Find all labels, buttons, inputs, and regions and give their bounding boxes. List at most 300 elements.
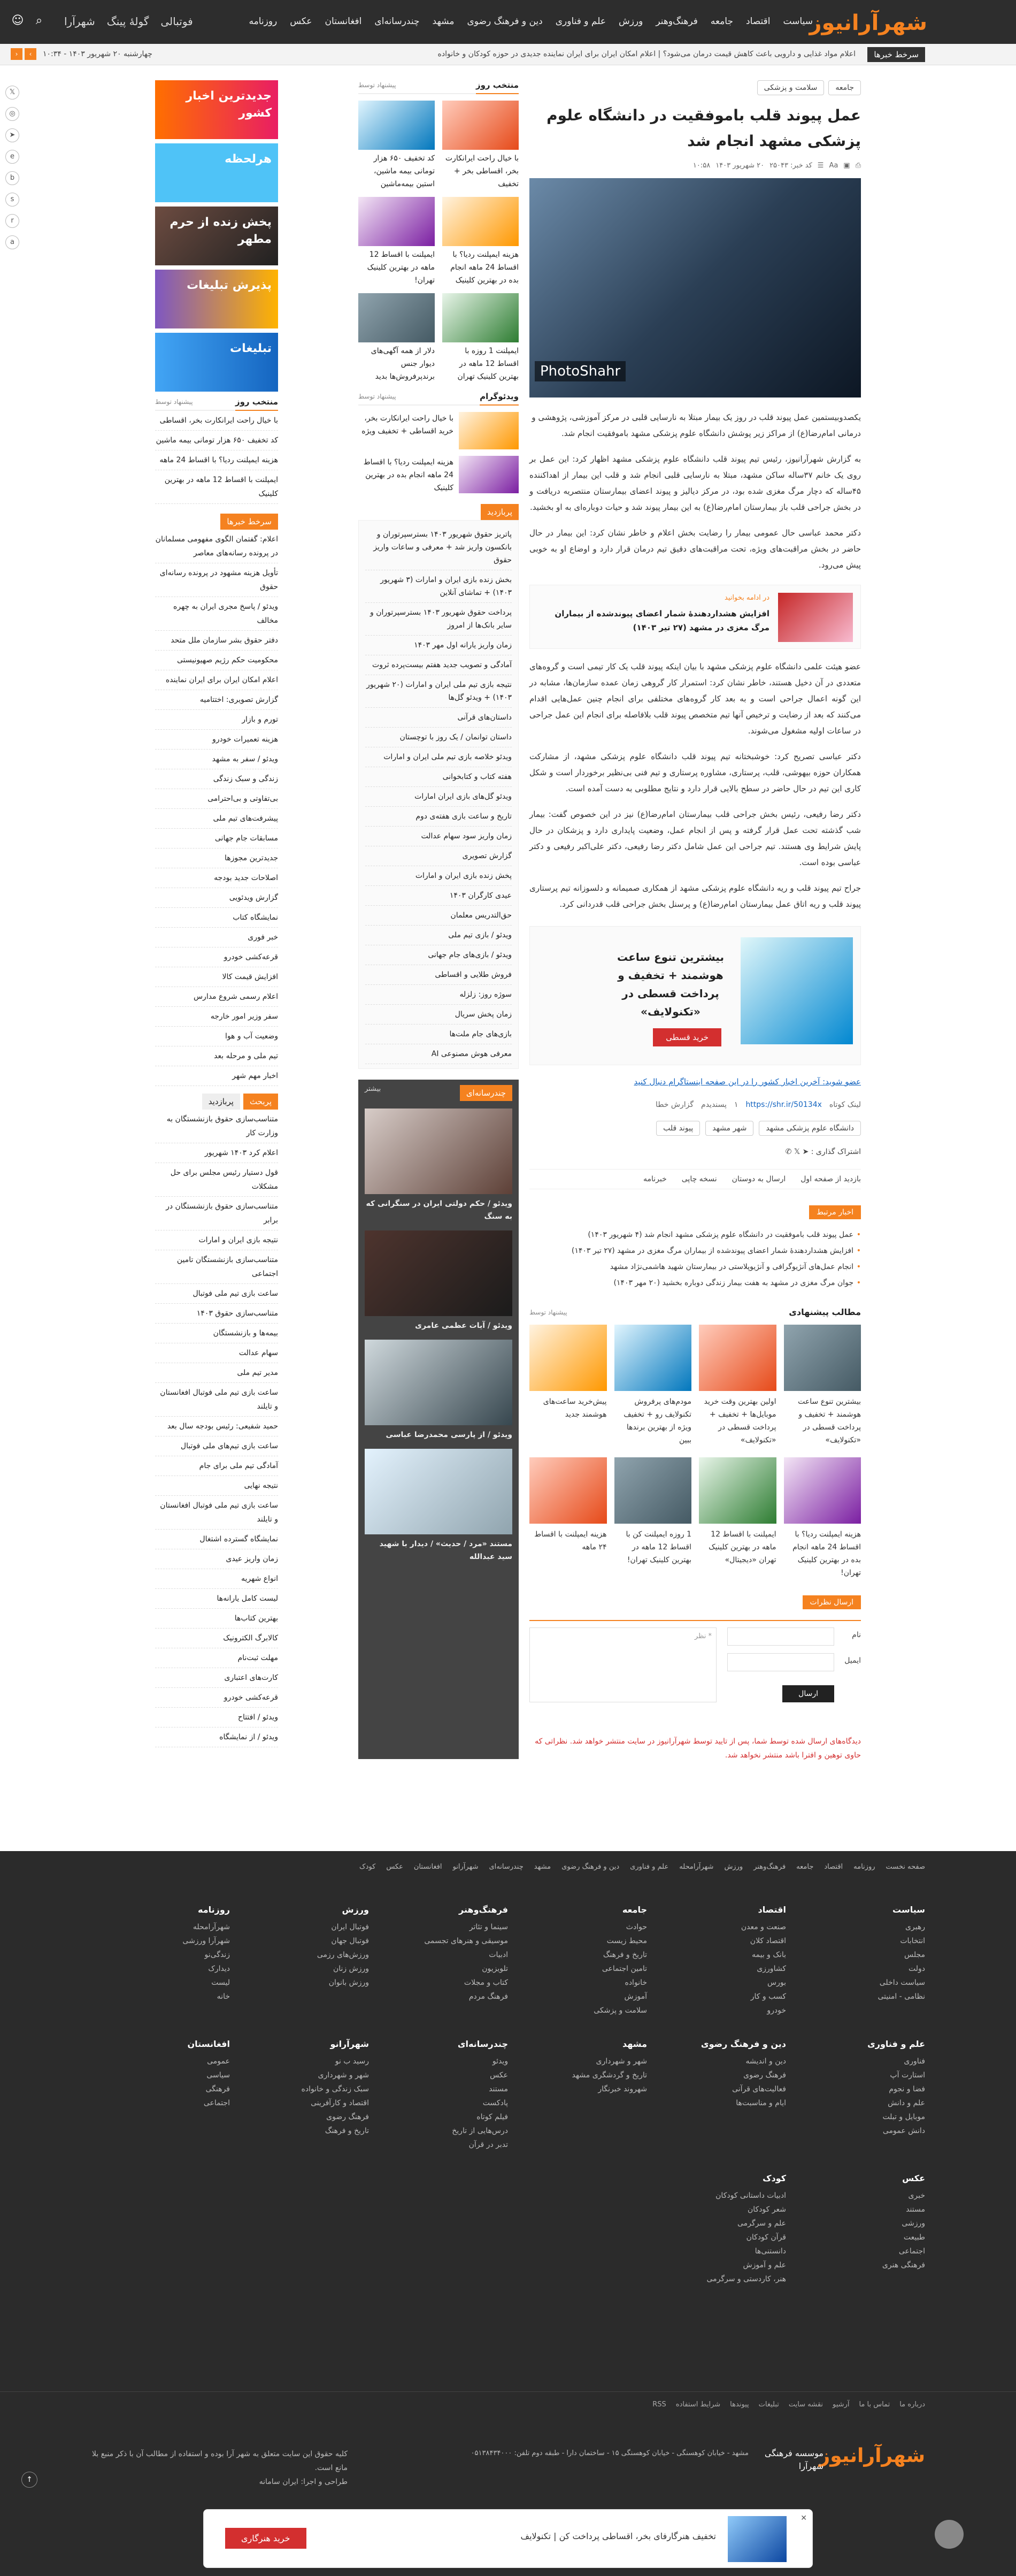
tab-list-item[interactable]: ساعت بازی تیم ملی فوتبال افغانستان و تایلند [155, 1383, 278, 1417]
related-news-item[interactable]: • عمل پیوند قلب باموفقیت در دانشگاه علوم پزشکی مشهد انجام شد (۴ شهریور ۱۴۰۳) [529, 1227, 861, 1243]
tab-list-item[interactable]: نتیجه بازی ایران و امارات [155, 1230, 278, 1250]
footer-col-item[interactable]: تاریخ و فرهنگ [325, 2127, 369, 2135]
footer-nav-item[interactable]: فرهنگ‌وهنر [753, 1863, 786, 1871]
headline-item[interactable]: ویدئو / پاسخ مجری ایران به چهره مخالف [155, 597, 278, 631]
footer-col-item[interactable]: حوادث [626, 1923, 647, 1931]
chat-icon[interactable] [935, 2520, 964, 2549]
footer-nav-item[interactable]: دین و فرهنگ رضوی [561, 1863, 620, 1871]
ticker-next-icon[interactable]: › [25, 48, 36, 60]
latest-item[interactable]: آمادگی و تصویب جدید هفتم بیست‌پرده ثروت [365, 655, 512, 675]
suggest-card[interactable] [614, 1457, 692, 1579]
footer-col-title[interactable]: روزنامه [198, 1905, 230, 1915]
footer-col-item[interactable]: فوتبال ایران [331, 1923, 369, 1931]
inline-ad[interactable] [529, 926, 861, 1065]
latest-item[interactable]: پاتریز حقوق شهریور ۱۴۰۳ بسترسپرتوران و بانکسون واریز شد + معرفی و ساعات واریز حقوق [365, 525, 512, 570]
footer-col-item[interactable]: تدبر در قرآن [468, 2141, 508, 2149]
footer-col-title[interactable]: دین و فرهنگ رضوی [701, 2039, 786, 2049]
footer-col-item[interactable]: سلامت و پزشکی [594, 2006, 647, 2015]
footer-col-item[interactable]: اجتماعی [898, 2247, 925, 2256]
ad-buy-button[interactable]: خرید قسطی [653, 1028, 721, 1046]
sister-site[interactable]: شهرآرا [64, 15, 95, 28]
footer-nav-item[interactable]: مشهد [534, 1863, 551, 1871]
footer-nav-item[interactable]: صفحه نخست [886, 1863, 925, 1871]
suggest-card[interactable] [614, 1325, 692, 1447]
nav-item[interactable]: سیاست [783, 16, 813, 27]
nav-item[interactable]: اقتصاد [746, 16, 771, 27]
headline-item[interactable]: مسابقات جام جهانی [155, 829, 278, 849]
footer-col-item[interactable]: سیاسی [206, 2071, 230, 2080]
nav-item[interactable]: افغانستان [325, 16, 362, 27]
left-banner[interactable] [155, 143, 278, 202]
headline-item[interactable]: سفر وزیر امور خارجه [155, 1007, 278, 1027]
headline-item[interactable]: تیم ملی و مرحله بعد [155, 1046, 278, 1066]
latest-item[interactable]: ویدئو خلاصه بازی تیم ملی ایران و امارات [365, 747, 512, 767]
latest-item[interactable]: بخش زنده بازی ایران و امارات (۳ شهریور ۱۴۰۳) + تماشای آنلاین [365, 570, 512, 603]
media-item[interactable] [358, 412, 519, 449]
nav-item[interactable]: جامعه [710, 16, 734, 27]
headline-item[interactable]: قرعه‌کشی خودرو [155, 947, 278, 967]
footer-col-item[interactable]: خانه [217, 1992, 230, 2001]
name-input[interactable] [727, 1627, 834, 1646]
footer-col-title[interactable]: مشهد [622, 2039, 647, 2049]
mid-pick-card[interactable] [358, 293, 435, 383]
tab-list-item[interactable]: ویدئو / از نمایشگاه [155, 1727, 278, 1747]
footer-col-item[interactable]: بانک و بیمه [752, 1951, 786, 1959]
tab-list-item[interactable]: ویدئو / افتتاح [155, 1708, 278, 1727]
tab-list-item[interactable]: ساعت بازی تیم ملی فوتبال [155, 1284, 278, 1304]
footer-col-item[interactable]: ورزش بانوان [328, 1978, 369, 1987]
article-tag[interactable]: سلامت و پزشکی [757, 80, 825, 95]
footer-link[interactable]: شرایط استفاده [675, 2401, 721, 2409]
suggest-card[interactable] [529, 1325, 607, 1447]
footer-col-item[interactable]: سبک زندگی و خانواده [301, 2085, 369, 2093]
latest-item[interactable]: ویدئو گل‌های بازی ایران امارات [365, 787, 512, 807]
headline-item[interactable]: زندگی و سبک زندگی [155, 769, 278, 789]
scroll-top-icon[interactable]: ↑ [21, 2472, 37, 2488]
eitaa-icon[interactable]: e [5, 150, 19, 164]
multimedia-card[interactable] [365, 1230, 512, 1332]
footer-link[interactable]: درباره ما [899, 2401, 925, 2409]
suggest-card[interactable] [699, 1457, 776, 1579]
footer-col-item[interactable]: مجلس [904, 1951, 925, 1959]
inline-related[interactable] [529, 585, 861, 649]
latest-item[interactable]: سوژه روز: زلزله [365, 985, 512, 1005]
tab-list-item[interactable]: نمایشگاه گسترده اشتغال [155, 1530, 278, 1549]
mid-pick-card[interactable] [442, 293, 519, 383]
headline-item[interactable]: اعلام: گفتمان الگوی مفهومی مسلمانان در پرونده رسانه‌های معاصر [155, 530, 278, 563]
print-icon[interactable]: ⎙ [855, 162, 861, 170]
latest-item[interactable]: داستان توانمان / یک روز با توچستان [365, 728, 512, 747]
footer-logo[interactable]: شهرآرانیوز [819, 2445, 925, 2467]
footer-col-item[interactable]: فرهنگ رضوی [743, 2071, 786, 2080]
like-button[interactable]: پسندیدم [701, 1100, 727, 1109]
suggest-card[interactable] [784, 1457, 861, 1579]
footer-col-item[interactable]: هنر، کاردستی و سرگرمی [706, 2275, 786, 2283]
left-banner[interactable] [155, 333, 278, 392]
ticker-text[interactable]: اعلام مواد غذایی و دارویی باعث کاهش قیمت درمان می‌شود؟ | اعلام امکان ایران برای ایران نماینده جدیدی در حوزه کودکان و خانواده [437, 50, 856, 58]
x-share-icon[interactable]: 𝕏 [791, 1148, 801, 1156]
footer-col-title[interactable]: عکس [902, 2173, 925, 2183]
tab-list-item[interactable]: آمادگی تیم ملی برای جام [155, 1456, 278, 1476]
tab-list-item[interactable]: قول دستیار رئیس مجلس برای حل مشکلات [155, 1163, 278, 1197]
footer-link[interactable]: RSS [652, 2401, 666, 2409]
footer-col-item[interactable]: شهر و شهرداری [596, 2057, 647, 2066]
footer-nav-item[interactable]: چندرسانه‌ای [489, 1863, 524, 1871]
footer-col-title[interactable]: کودک [763, 2173, 786, 2183]
footer-col-item[interactable]: علم و سرگرمی [737, 2219, 786, 2228]
tab-list-item[interactable]: قرعه‌کشی خودرو [155, 1688, 278, 1708]
footer-col-item[interactable]: کسب و کار [750, 1992, 786, 2001]
send-button[interactable]: ارسال [782, 1685, 834, 1702]
footer-col-item[interactable]: فرهنگی هنری [882, 2261, 925, 2269]
x-icon[interactable]: 𝕏 [5, 86, 19, 100]
article-action[interactable]: نسخه چاپی [681, 1175, 717, 1183]
footer-nav-item[interactable]: عکس [386, 1863, 403, 1871]
article-action[interactable]: بازدید از صفحه اول [801, 1175, 861, 1183]
left-pick-item[interactable]: ایمپلنت با اقساط 12 ماهه در بهترین کلینیک [155, 470, 278, 504]
headline-item[interactable]: پیشرفت‌های تیم ملی [155, 809, 278, 829]
left-pick-item[interactable]: هزینه ایمپلنت ردیا؟ با اقساط 24 ماهه [155, 450, 278, 470]
footer-col-item[interactable]: رهبری [905, 1923, 925, 1931]
multimedia-card[interactable] [365, 1449, 512, 1563]
latest-item[interactable]: عیدی کارگران ۱۴۰۳ [365, 886, 512, 906]
headline-item[interactable]: تأویل هزینه مشهود در پرونده رسانه‌ای حقوق [155, 563, 278, 597]
footer-col-title[interactable]: فرهنگ‌وهنر [459, 1905, 508, 1915]
footer-link[interactable]: نقشه سایت [788, 2401, 823, 2409]
footer-col [369, 1905, 508, 2017]
footer-col-title[interactable]: افغانستان [187, 2039, 230, 2049]
footer-col-item[interactable]: سیاست داخلی [879, 1978, 925, 1987]
footer-nav-item[interactable]: جامعه [796, 1863, 814, 1871]
suggest-card[interactable] [784, 1325, 861, 1447]
sticky-ad-button[interactable]: خرید هنرگاری [225, 2528, 306, 2549]
nav-item[interactable]: مشهد [432, 16, 455, 27]
footer-col-item[interactable]: اقتصاد کلان [750, 1937, 786, 1945]
footer-col-item[interactable]: موبایل و تبلت [882, 2113, 925, 2121]
footer-col-item[interactable]: شعر کودکان [747, 2205, 786, 2214]
footer-col-item[interactable]: تاریخ و فرهنگ [603, 1951, 647, 1959]
nav-item[interactable]: روزنامه [249, 16, 278, 27]
tab-list-item[interactable]: اعلام کرد ۱۴۰۳ شهریور [155, 1143, 278, 1163]
tab-list-item[interactable]: سهام عدالت [155, 1343, 278, 1363]
nav-item[interactable]: علم و فناوری [555, 16, 606, 27]
headline-item[interactable]: افزایش قیمت کالا [155, 967, 278, 987]
close-icon[interactable]: ✕ [801, 2514, 807, 2523]
tab-most-discussed[interactable]: پربحث [243, 1094, 278, 1110]
footer-col-item[interactable]: فضا و نجوم [889, 2085, 925, 2093]
footer-col-item[interactable]: سینما و تئاتر [469, 1923, 508, 1931]
instagram-icon[interactable]: ◎ [5, 107, 19, 121]
shortlink-value[interactable]: https://shr.ir/50134x [745, 1100, 822, 1109]
nav-item[interactable]: ورزش [618, 16, 643, 27]
headline-item[interactable]: تورم و بازار [155, 710, 278, 730]
multimedia-box [358, 1080, 519, 1759]
related-news-item[interactable]: • جوان مرگ مغزی در مشهد به هفت بیمار زندگی دوباره بخشید (۲۰ مهر ۱۴۰۳) [529, 1275, 861, 1291]
related-news-item[interactable]: • انجام عمل‌های آنژیوگرافی و آنژیوپلاستی در بیمارستان شهید هاشمی‌نژاد مشهد [529, 1259, 861, 1275]
nav-item[interactable]: چندرسانه‌ای [374, 16, 420, 27]
multimedia-card[interactable] [365, 1340, 512, 1441]
mid-pick-card[interactable] [358, 101, 435, 190]
footer-col-item[interactable]: زندگی‌نو [204, 1951, 230, 1959]
mid-pick-card[interactable] [442, 197, 519, 287]
tab-list-item[interactable]: ساعت بازی تیم ملی فوتبال افغانستان و تایلند [155, 1496, 278, 1530]
nav-item[interactable]: عکس [290, 16, 312, 27]
headline-item[interactable]: گزارش ویدئویی [155, 888, 278, 908]
footer-nav-item[interactable]: شهرآرانو [452, 1863, 479, 1871]
footer-col-item[interactable]: نظامی - امنیتی [878, 1992, 925, 2001]
footer-col-item[interactable]: قرآن کودکان [746, 2233, 786, 2242]
headline-item[interactable]: اصلاحات جدید بودجه [155, 868, 278, 888]
left-pick-item[interactable]: کد تخفیف ۶۵۰ هزار تومانی بیمه ماشین [155, 431, 278, 450]
tab-list-item[interactable]: بیمه‌ها و بازنشستگان [155, 1324, 278, 1343]
soroush-icon[interactable]: s [5, 193, 19, 207]
footer-col-item[interactable]: رسید ب نو [335, 2057, 369, 2066]
text-size-icon[interactable]: Aa [829, 162, 838, 170]
tab-list-item[interactable]: مدیر تیم ملی [155, 1363, 278, 1383]
media-item[interactable] [358, 456, 519, 494]
footer-col-item[interactable]: تلویزیون [482, 1965, 508, 1973]
suggest-caption: پیش‌خرید ساعت‌های هوشمند جدید [543, 1397, 607, 1419]
tab-list-item[interactable]: مهلت ثبت‌نام [155, 1648, 278, 1668]
footer-col-item[interactable]: شهرآرامحله [193, 1923, 230, 1931]
article-action[interactable]: ارسال به دوستان [732, 1175, 786, 1183]
tab-list-item[interactable]: زمان واریز عیدی [155, 1549, 278, 1569]
footer-col-item[interactable]: شهرآرا ورزشی [182, 1937, 230, 1945]
footer-col-item[interactable]: خودرو [767, 2006, 786, 2015]
headline-item[interactable]: جدیدترین مجوزها [155, 849, 278, 868]
footer-col-item[interactable]: خبری [908, 2191, 925, 2200]
footer-col-item[interactable]: دین و اندیشه [745, 2057, 786, 2066]
footer-col-item[interactable]: تاریخ و گردشگری مشهد [572, 2071, 647, 2080]
footer-col-title[interactable]: چندرسانه‌ای [457, 2039, 508, 2049]
nav-item[interactable]: دین و فرهنگ رضوی [467, 16, 543, 27]
bale-icon[interactable]: b [5, 171, 19, 185]
tab-list-item[interactable]: بهترین کتاب‌ها [155, 1609, 278, 1629]
footer-col-item[interactable]: ادبیات [489, 1951, 508, 1959]
headline-item[interactable]: محکومیت حکم رژیم صهیونیستی [155, 651, 278, 670]
footer-nav-item[interactable]: علم و فناوری [630, 1863, 669, 1871]
latest-item[interactable]: داستان‌های قرآنی [365, 708, 512, 728]
footer-col-title[interactable]: اقتصاد [758, 1905, 786, 1915]
footer-col-item[interactable]: کشاورزی [757, 1965, 786, 1973]
bottom-tag[interactable]: شهر مشهد [705, 1121, 753, 1136]
footer-col-item[interactable]: انتخابات [900, 1937, 925, 1945]
latest-item[interactable]: معرفی هوش مصنوعی AI [365, 1044, 512, 1064]
footer-col-item[interactable]: ورزش زنان [333, 1965, 369, 1973]
footer-col-item[interactable]: صنعت و معدن [741, 1923, 786, 1931]
search-icon[interactable]: ⌕ [35, 14, 43, 27]
footer-col-item[interactable]: موسیقی و هنرهای تجسمی [424, 1937, 508, 1945]
left-banner[interactable] [155, 270, 278, 328]
footer-col-item[interactable]: ورزشی [902, 2219, 925, 2228]
headline-item[interactable]: خبر فوری [155, 928, 278, 947]
footer-col-item[interactable]: آموزش [624, 1992, 647, 2001]
site-logo[interactable]: شهرآرانیوز [809, 11, 927, 35]
headline-item[interactable]: اعلام رسمی شروع مدارس [155, 987, 278, 1007]
footer-col-item[interactable]: ایام و مناسبت‌ها [736, 2099, 786, 2107]
footer-col-item[interactable]: دانستنی‌ها [755, 2247, 786, 2256]
bottom-tag[interactable]: دانشگاه علوم پزشکی مشهد [759, 1121, 861, 1136]
aparat-icon[interactable]: a [5, 235, 19, 249]
footer-col-title[interactable]: شهرآرانو [330, 2039, 369, 2049]
footer-link[interactable]: پیوندها [730, 2401, 749, 2409]
bookmark-icon[interactable]: ▣ [843, 162, 850, 170]
footer-link[interactable]: آرشیو [833, 2401, 850, 2409]
footer-col-item[interactable]: عکس [490, 2071, 508, 2080]
tab-list-item[interactable]: انواع شهریه [155, 1569, 278, 1589]
telegram-icon[interactable]: ➤ [5, 128, 19, 142]
headline-item[interactable]: گزارش تصویری: اختتامیه [155, 690, 278, 710]
latest-item[interactable]: ویدئو / بازی‌های جام جهانی [365, 945, 512, 965]
footer-col-item[interactable]: فوتبال جهان [331, 1937, 369, 1945]
bottom-tag[interactable]: پیوند قلب [656, 1121, 700, 1136]
footer-col-item[interactable]: شهر و شهرداری [318, 2071, 369, 2080]
article-tag[interactable]: جامعه [828, 80, 861, 95]
footer-col-title[interactable]: علم و فناوری [867, 2039, 925, 2049]
latest-item[interactable]: هفته کتاب و کتابخوانی [365, 767, 512, 787]
comment-textarea[interactable]: * نظر [529, 1627, 717, 1702]
tab-list-item[interactable]: حمید شفیعی: رئیس بودجه سال بعد [155, 1417, 278, 1436]
nav-item[interactable]: فرهنگ‌وهنر [656, 16, 698, 27]
footer-col-item[interactable]: طبیعت [903, 2233, 925, 2242]
footer-col-item[interactable]: پادکست [482, 2099, 508, 2107]
footer-col-item[interactable]: فرهنگ مردم [468, 1992, 508, 2001]
footer-col-item[interactable]: درس‌هایی از تاریخ [452, 2127, 508, 2135]
footer-col-item[interactable]: فناوری [904, 2057, 925, 2066]
headline-item[interactable]: دفتر حقوق بشر سازمان ملل متحد [155, 631, 278, 651]
footer-col [647, 2173, 786, 2286]
footer-col-title[interactable]: جامعه [622, 1905, 647, 1915]
footer-col-item[interactable]: مستند [489, 2085, 508, 2093]
footer-col-item[interactable]: شهروند خبرنگار [598, 2085, 647, 2093]
footer-nav-item[interactable]: ورزش [724, 1863, 743, 1871]
sticky-ad[interactable] [203, 2509, 813, 2568]
article-body-2 [529, 659, 861, 912]
footer-col-item[interactable]: لیست [211, 1978, 230, 1987]
footer-col-title[interactable]: سیاست [892, 1905, 925, 1915]
headline-item[interactable]: اعلام امکان ایران برای ایران نماینده [155, 670, 278, 690]
left-banner[interactable] [155, 207, 278, 265]
ticker-prev-icon[interactable]: ‹ [11, 48, 22, 60]
footer-col-item[interactable]: اجتماعی [203, 2099, 230, 2107]
tab-list-item[interactable]: لیست کامل یارانه‌ها [155, 1589, 278, 1609]
footer-col-item[interactable]: بورس [767, 1978, 786, 1987]
rubika-icon[interactable]: r [5, 214, 19, 228]
suggest-card[interactable] [529, 1457, 607, 1579]
latest-item[interactable]: زمان واریز یارانه اول مهر ۱۴۰۳ [365, 636, 512, 655]
tab-list-item[interactable]: متناسب‌سازی حقوق بازنشستگان به وزارت کار [155, 1110, 278, 1143]
latest-item[interactable]: فروش طلایی و اقساطی [365, 965, 512, 985]
footer-col-item[interactable]: خانواده [625, 1978, 647, 1987]
footer-col-item[interactable]: فرهنگ رضوی [326, 2113, 369, 2121]
tab-list-item[interactable]: نتیجه نهایی [155, 1476, 278, 1496]
tab-most-viewed[interactable]: پربازدید [202, 1094, 240, 1110]
email-input[interactable] [727, 1653, 834, 1671]
mid-pick-card[interactable] [358, 197, 435, 287]
footer-col-item[interactable]: اقتصاد و کارآفرینی [311, 2099, 369, 2107]
footer-link[interactable]: تبلیغات [758, 2401, 779, 2409]
subscribe-link[interactable]: عضو شوید: آخرین اخبار کشور را در این صفحه اینستاگرام دنبال کنید [634, 1077, 861, 1087]
footer-col-item[interactable]: فرهنگی [205, 2085, 230, 2093]
footer-nav-item[interactable]: روزنامه [853, 1863, 875, 1871]
footer-nav-item[interactable]: شهرآرامحله [679, 1863, 714, 1871]
tab-list-item[interactable]: ساعت بازی تیم‌های ملی فوتبال [155, 1436, 278, 1456]
footer-col-item[interactable]: کتاب و مجلات [464, 1978, 508, 1987]
footer-col-item[interactable]: ویدئو [492, 2057, 508, 2066]
latest-item[interactable]: زمان واریز سود سهام عدالت [365, 827, 512, 846]
multimedia-more[interactable]: بیشتر [365, 1085, 381, 1093]
list-icon[interactable]: ☰ [817, 162, 824, 170]
tab-list-item[interactable]: متناسب‌سازی بازنشستگان تامین اجتماعی [155, 1250, 278, 1284]
tab-list-item[interactable]: کالابرگ الکترونیک [155, 1629, 278, 1648]
related-title[interactable]: افزایش هشدار‌دهندهٔ شمار اعضای پیوندشده از بیماران مرگ مغزی در مشهد (۲۷ تیر ۱۴۰۳) [555, 609, 769, 632]
telegram-share-icon[interactable]: ➤ [800, 1148, 809, 1156]
footer-col-item[interactable]: عمومی [207, 2057, 230, 2066]
footer-col-item[interactable]: علم و دانش [888, 2099, 925, 2107]
latest-item[interactable]: حق‌التدریس معلمان [365, 906, 512, 926]
report-error[interactable]: گزارش خطا [656, 1100, 694, 1109]
tab-list-item[interactable]: متناسب‌سازی حقوق ۱۴۰۳ [155, 1304, 278, 1324]
footer-col-item[interactable]: دانش عمومی [882, 2127, 925, 2135]
multimedia-card[interactable] [365, 1109, 512, 1223]
latest-item[interactable]: پخش زنده بازی ایران و امارات [365, 866, 512, 886]
footer-col-item[interactable]: دولت [908, 1965, 925, 1973]
headline-item[interactable]: اخبار مهم شهر [155, 1066, 278, 1086]
headline-item[interactable]: نمایشگاه کتاب [155, 908, 278, 928]
footer-col-item[interactable]: فعالیت‌های قرآنی [732, 2085, 786, 2093]
tab-list-item[interactable]: کارت‌های اعتباری [155, 1668, 278, 1688]
footer-col-item[interactable]: علم و آموزش [743, 2261, 786, 2269]
footer-col-item[interactable]: مستند [906, 2205, 925, 2214]
latest-item[interactable]: نتیجه بازی تیم ملی ایران و امارات (۲۰ شهریور ۱۴۰۳) + ویدئو گل‌ها [365, 675, 512, 708]
footer-col-item[interactable]: ادبیات داستانی کودکان [715, 2191, 786, 2200]
suggest-card[interactable] [699, 1325, 776, 1447]
credit-text[interactable]: طراحی و اجرا: ایران سامانه [259, 2478, 348, 2486]
headline-item[interactable]: ویدئو / سفر به مشهد [155, 750, 278, 769]
footer-col-item[interactable]: تامین اجتماعی [602, 1965, 647, 1973]
headline-item[interactable]: وضعیت آب و هوا [155, 1027, 278, 1046]
article-action[interactable]: خبرنامه [643, 1175, 667, 1183]
latest-item[interactable]: تاریخ و ساعت بازی هفته‌ی دوم [365, 807, 512, 827]
headline-item[interactable]: بی‌تفاوتی و بی‌احترامی [155, 789, 278, 809]
footer-nav-item[interactable]: کودک [359, 1863, 376, 1871]
whatsapp-share-icon[interactable]: ✆ [785, 1148, 792, 1156]
tab-list-item[interactable]: متناسب‌سازی حقوق بازنشستگان در برابر [155, 1197, 278, 1230]
latest-item[interactable]: ویدئو / بازی تیم ملی [365, 926, 512, 945]
related-news-item[interactable]: • افزایش هشدار‌دهندهٔ شمار اعضای پیوندشده از بیماران مرگ مغزی در مشهد (۲۷ تیر ۱۴۰۳) [529, 1243, 861, 1259]
sister-site[interactable]: گولهٔ پینگ [106, 15, 149, 28]
sister-site[interactable]: فوتبالی [160, 15, 193, 28]
footer-nav-item[interactable]: افغانستان [413, 1863, 442, 1871]
user-icon[interactable]: ☺ [11, 14, 24, 27]
footer-nav-item[interactable]: اقتصاد [824, 1863, 843, 1871]
footer-col-item[interactable]: فیلم کوتاه [476, 2113, 508, 2121]
latest-item[interactable]: پرداخت حقوق شهریور ۱۴۰۳ بسترسپرتوران و سایر بانک‌ها از امروز [365, 603, 512, 636]
headline-item[interactable]: هزینه تعمیرات خودرو [155, 730, 278, 750]
left-pick-item[interactable]: با خیال راحت ایرانکارت بخر، اقساطی [155, 411, 278, 431]
latest-item[interactable]: بازی‌های جام ملت‌ها [365, 1025, 512, 1044]
footer-col-title[interactable]: ورزش [342, 1905, 369, 1915]
footer-col-item[interactable]: دیدارک [208, 1965, 230, 1973]
footer-col-item[interactable]: ورزش‌های رزمی [317, 1951, 369, 1959]
footer-link[interactable]: تماس با ما [859, 2401, 890, 2409]
left-banner[interactable] [155, 80, 278, 139]
footer-col-item[interactable]: استارت آپ [890, 2071, 925, 2080]
mid-pick-card[interactable] [442, 101, 519, 190]
latest-item[interactable]: گزارش تصویری [365, 846, 512, 866]
footer-col-item[interactable]: محیط زیست [606, 1937, 647, 1945]
latest-item[interactable]: زمان پخش سریال [365, 1005, 512, 1025]
